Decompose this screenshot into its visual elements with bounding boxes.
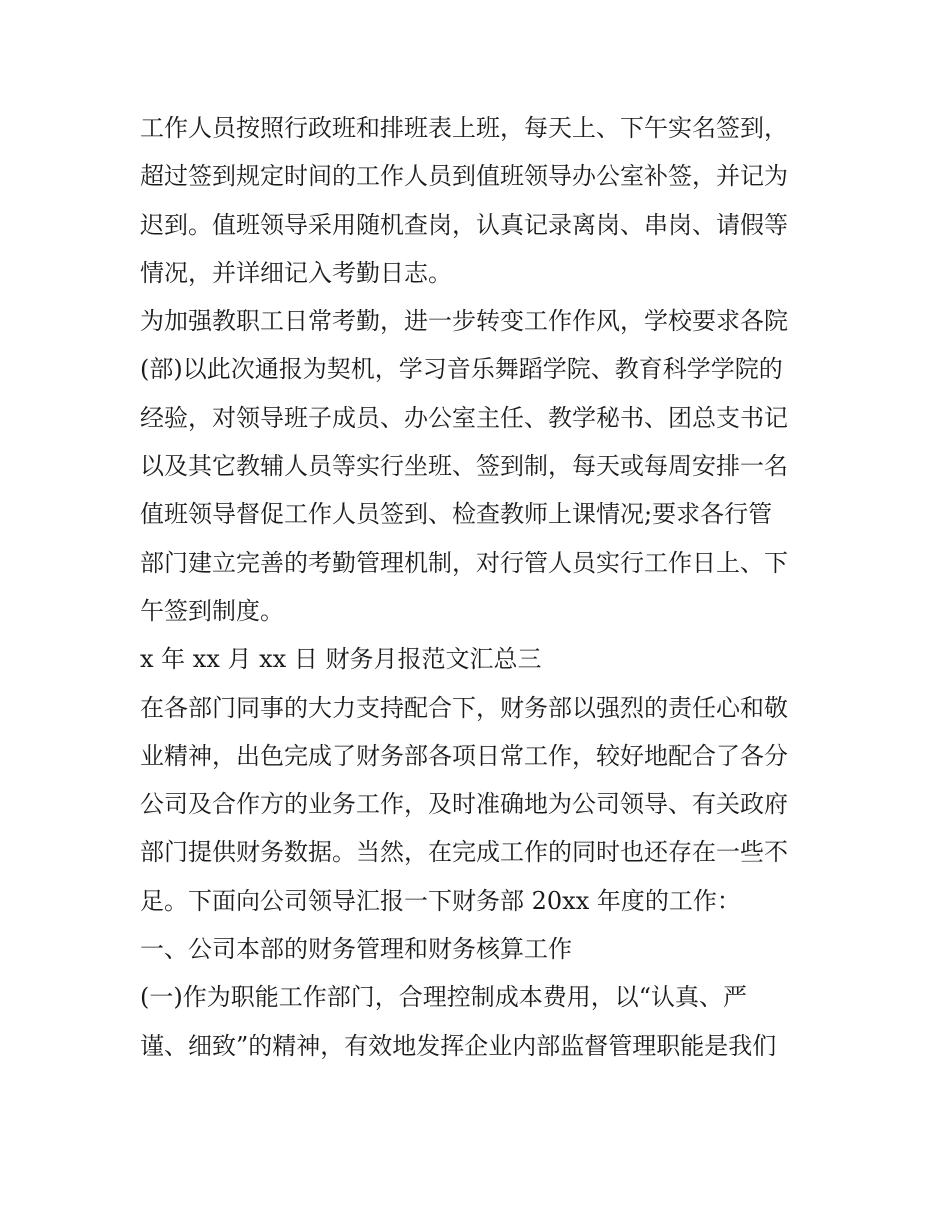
text-line: 业精神，出色完成了财务部各项日常工作，较好地配合了各分 <box>140 741 788 770</box>
section-heading: x 年 xx 月 xx 日 财务月报范文汇总三 <box>140 645 542 674</box>
text-line: 公司及合作方的业务工作，及时准确地为公司领导、有关政府 <box>140 790 788 819</box>
text-line: 情况，并详细记入考勤日志。 <box>140 258 452 287</box>
text-line: 在各部门同事的大力支持配合下，财务部以强烈的责任心和敬 <box>140 693 788 722</box>
text-line: 以及其它教辅人员等实行坐班、签到制，每天或每周安排一名 <box>140 452 788 481</box>
subsection-heading: 一、公司本部的财务管理和财务核算工作 <box>140 935 572 964</box>
text-line: (一)作为职能工作部门，合理控制成本费用，以“认真、严 <box>140 983 747 1012</box>
text-line: 值班领导督促工作人员签到、检查教师上课情况;要求各行管 <box>140 500 773 529</box>
text-line: 为加强教职工日常考勤，进一步转变工作作风，学校要求各院 <box>140 307 788 336</box>
document-body <box>140 104 820 1070</box>
text-line: 迟到。值班领导采用随机查岗，认真记录离岗、串岗、请假等 <box>140 210 788 239</box>
text-line: 足。下面向公司领导汇报一下财务部 20xx 年度的工作： <box>140 886 741 915</box>
text-line: 午签到制度。 <box>140 596 284 625</box>
text-line: 工作人员按照行政班和排班表上班，每天上、下午实名签到， <box>140 114 788 142</box>
text-line: 部门提供财务数据。当然，在完成工作的同时也还存在一些不 <box>140 838 788 867</box>
text-line: 超过签到规定时间的工作人员到值班领导办公室补签，并记为 <box>140 162 788 191</box>
text-line: (部)以此次通报为契机，学习音乐舞蹈学院、教育科学学院的 <box>140 355 783 384</box>
text-line: 部门建立完善的考勤管理机制，对行管人员实行工作日上、下 <box>140 548 788 577</box>
text-line: 经验，对领导班子成员、办公室主任、教学秘书、团总支书记 <box>140 403 788 432</box>
text-line: 谨、细致”的精神，有效地发挥企业内部监督管理职能是我们 <box>140 1031 777 1060</box>
